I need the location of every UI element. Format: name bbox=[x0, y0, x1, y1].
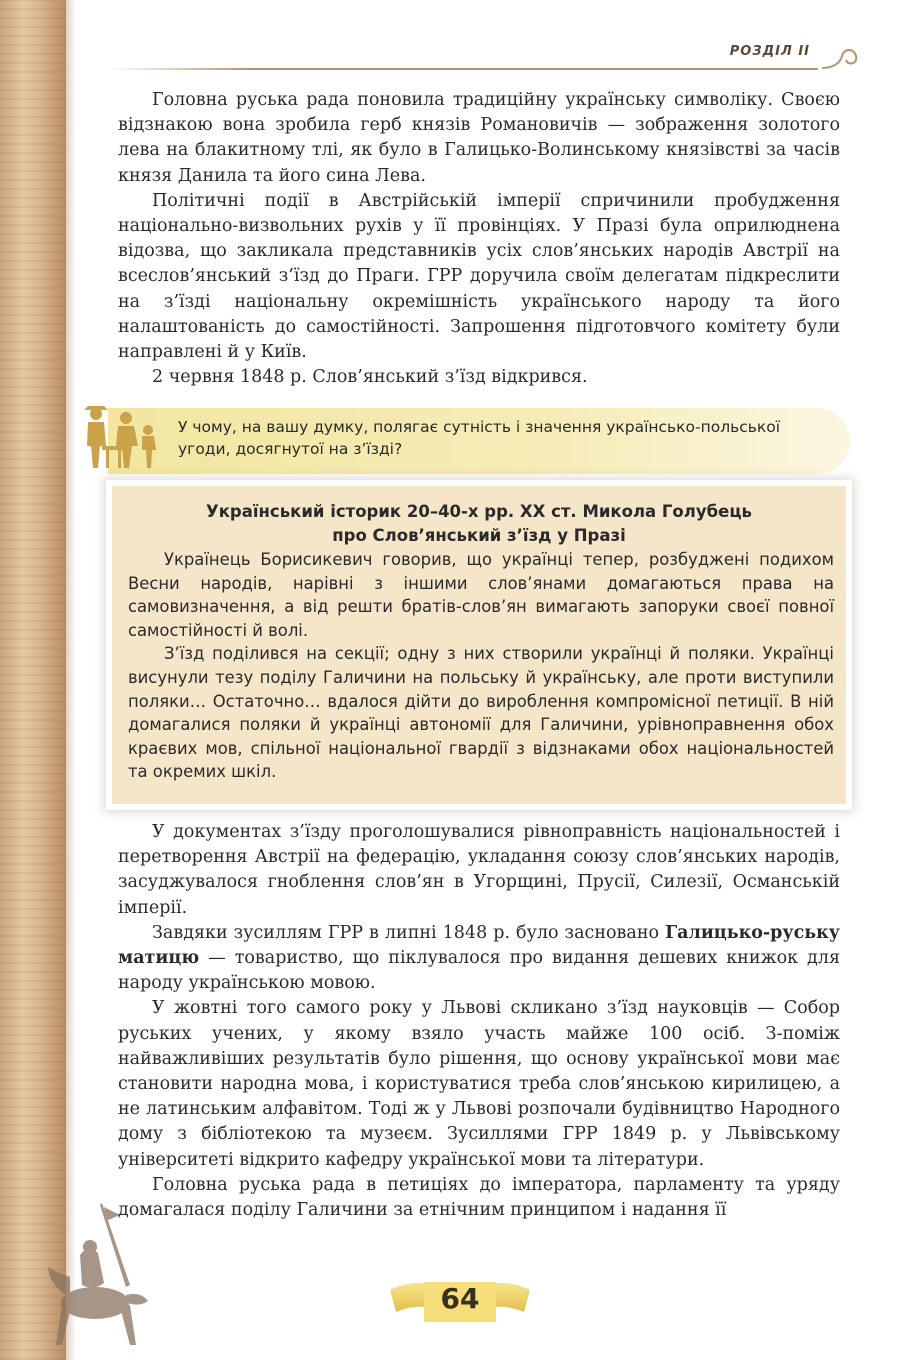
source-paragraph: Українець Борисикевич говорив, що українці тепер, розбуджені подихом Весни народів, нарівні з іншими слов’янами домагаються права на самовизначення, а від решти братів-слов’ян вимагають запоруки своєї повної самостійності й волі. bbox=[128, 550, 834, 640]
section-header: РОЗДІЛ ІІ bbox=[729, 44, 810, 59]
paragraph-text: Завдяки зусиллям ГРР в липні 1848 р. було засновано bbox=[152, 922, 666, 943]
question-line: угоди, досягнутої на з’їзді? bbox=[178, 440, 403, 458]
source-title-line: про Слов’янський з’їзд у Празі bbox=[332, 526, 626, 545]
main-text bbox=[118, 820, 840, 1223]
paragraph: У жовтні того самого року у Львові скликано з’їзд науковців — Собор руських учених, у якому взяло участь майже 100 осіб. З-поміж найважливіших результатів було рішення, що основу української мови має становити народна мова, і користуватися треба слов’янською кирилицею, а не латинським алфавітом. Тоді ж у Львові розпочали будівництво Народного дому з бібліотекою та музеєм. Зусиллями ГРР 1849 р. у Львівському університеті відкрито кафедру української мови та літератури. bbox=[118, 998, 840, 1170]
decorative-margin-strip bbox=[0, 0, 66, 1360]
header-rule bbox=[108, 68, 818, 70]
question-line: У чому, на вашу думку, полягає сутність і значення українсько-польської bbox=[178, 418, 781, 436]
margin-shadow bbox=[66, 0, 76, 1360]
source-title-line: Український історик 20–40-х рр. ХХ ст. Микола Голубець bbox=[206, 502, 752, 521]
paragraph: Політичні події в Австрійській імперії спричинили пробудження національно-визвольних рухів у її провінціях. У Празі була оприлюднена відозва, що закликала представників усіх слов’янських народів Австрії на всеслов’янський з’їзд до Праги. ГРР доручила своїм делегатам підкреслити на з’їзді національну окремішність українського народу та його налаштованість до самостійності. Запрошення підготовчого комітету були направлені й у Київ. bbox=[118, 190, 840, 363]
paragraph: У документах з’їзду проголошувалися рівноправність національностей і перетворення Австрії на федерацію, укладання союзу слов’янських народів, засуджувалося гноблення слов’ян в Угорщині, Прусії, Силезії, Османській імперії. bbox=[118, 822, 840, 918]
paragraph: Головна руська рада в петиціях до імператора, парламенту та уряду домагалася поділу Галичини за етнічним принципом і надання її bbox=[118, 1174, 840, 1221]
bold-term: Галицько-руську матицю bbox=[118, 922, 840, 969]
intro-text bbox=[118, 88, 840, 390]
source-text bbox=[128, 548, 834, 784]
swirl-ornament-icon bbox=[820, 42, 860, 78]
source-paragraph: З’їзд поділився на секції; одну з них створили українці й поляки. Українці висунули тезу поділу Галичини на польську й українську, але проти виступили поляки… Остаточно… вдалося дійти до вироблення компромісної петиції. В ній домагалися поляки й українці автономії для Галичини, урівноправнення обох краєвих мов, спільної національної гвардії з відзнаками обох національностей та окремих шкіл. bbox=[128, 644, 834, 782]
question-text bbox=[178, 416, 828, 460]
paragraph: Головна руська рада поновила традиційну українську символіку. Своєю відзнакою вона зробила герб князів Романовичів — зображення золотого лева на блакитному тлі, як було в Галицько-Волинському князівстві за часів князя Данила та його сина Лева. bbox=[118, 90, 840, 186]
paragraph-text: — товариство, що піклувалося про видання дешевих книжок для народу українською мовою. bbox=[118, 948, 840, 994]
paragraph: 2 червня 1848 р. Слов’янський з’їзд відкрився. bbox=[152, 367, 588, 388]
source-title bbox=[112, 500, 846, 548]
page-number: 64 bbox=[440, 1282, 480, 1315]
discussion-figures-icon bbox=[76, 400, 162, 472]
paragraph bbox=[118, 921, 840, 997]
